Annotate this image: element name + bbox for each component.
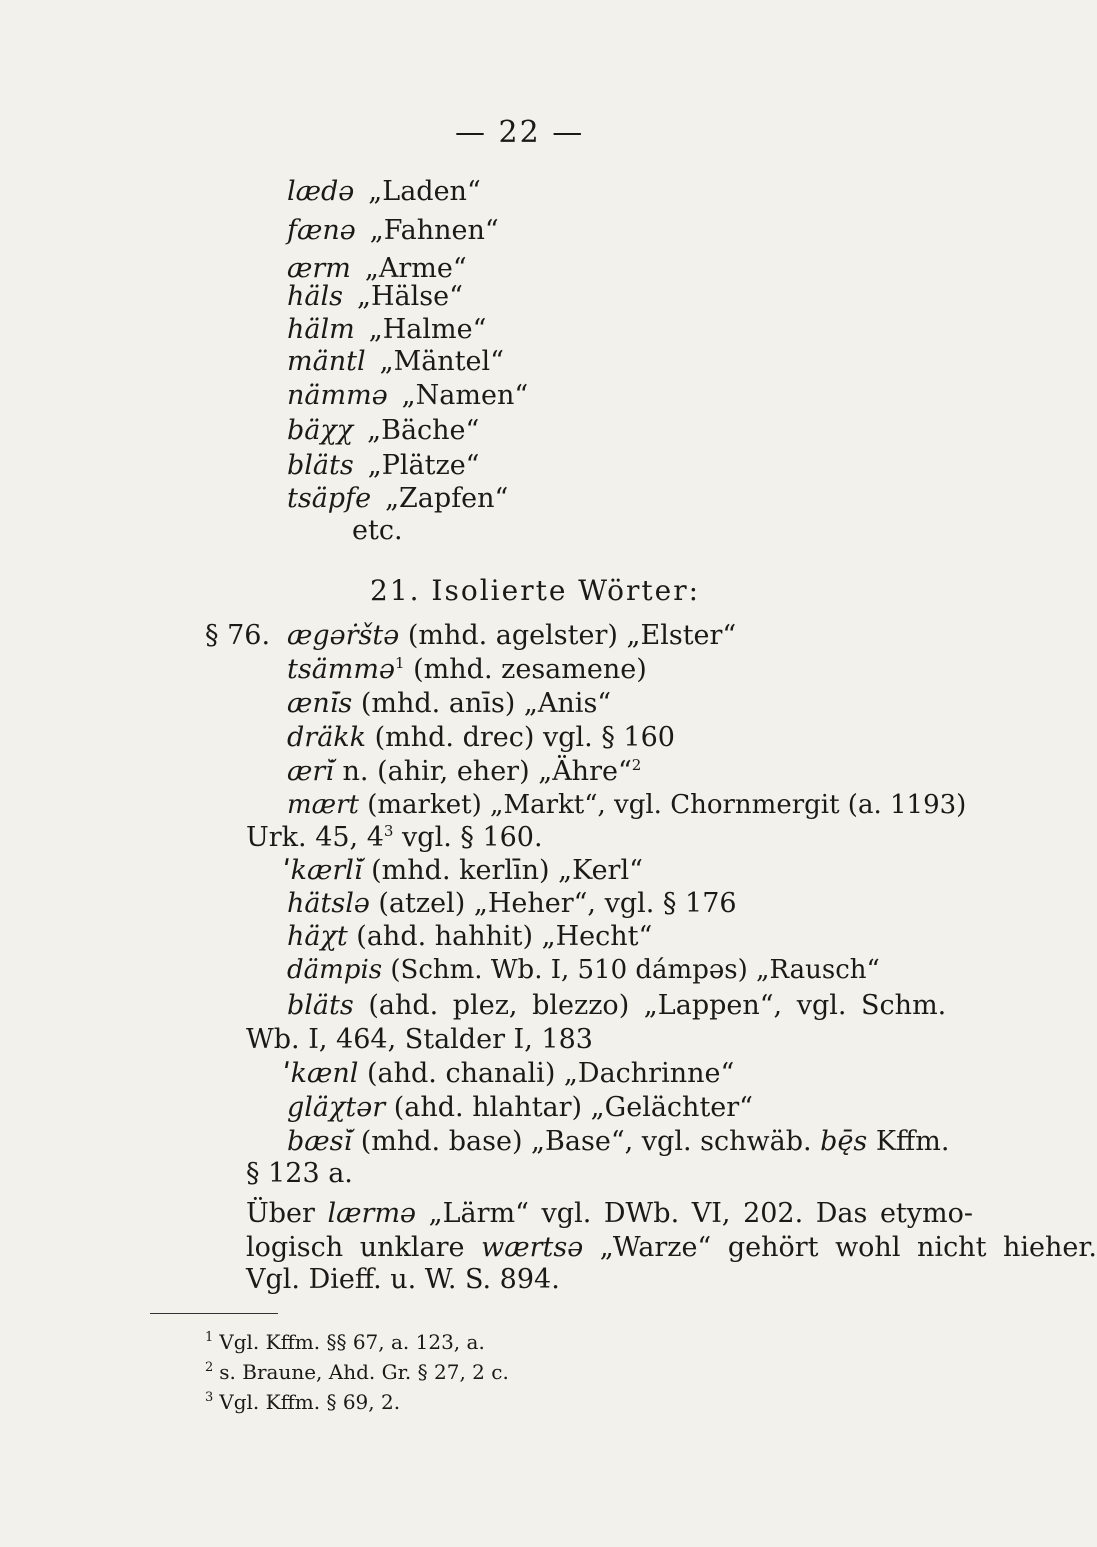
entry [283, 1058, 734, 1089]
dialect-form: fænə [287, 215, 356, 246]
dialect-form: dämpis [287, 955, 383, 985]
dialect-form: æri̇̆ [287, 756, 334, 787]
entry [287, 921, 652, 952]
gloss: „Namen“ [401, 380, 529, 411]
entry-text: (ahd. hlahtar) „Gelächter“ [393, 1092, 753, 1123]
dialect-form: bläts [287, 990, 354, 1021]
dialect-form: ˈkærli̇̆ [283, 855, 363, 886]
word-list-item [287, 176, 481, 207]
dialect-form: ærm [287, 253, 351, 284]
entry [287, 688, 611, 719]
word-list-item [287, 314, 486, 345]
entry-text: (ahd. chanali) „Dachrinne“ [366, 1058, 735, 1089]
word-list-item [287, 253, 467, 284]
footnote [205, 1390, 400, 1414]
dialect-form: ægəṙštə [287, 620, 400, 651]
entry-text: vgl. § 160. [402, 822, 543, 853]
dialect-form: hälm [287, 314, 355, 345]
paragraph-text: Über [246, 1198, 315, 1229]
entry-text: (mhd. zesamene) [413, 654, 647, 685]
gloss: „Laden“ [368, 176, 481, 207]
entry-continuation: Wb. I, 464, Stalder I, 183 [246, 1024, 593, 1055]
section-heading: 21. Isolierte Wörter: [370, 574, 701, 607]
entry-continuation [246, 822, 543, 853]
entry [287, 790, 966, 820]
dialect-form: bę̄s [820, 1126, 868, 1157]
entry-text: (mhd. anīs) „Anis“ [360, 688, 612, 719]
word-list-item [287, 346, 504, 377]
word-list-item [287, 281, 463, 312]
footnote-ref: 1 [395, 654, 405, 672]
etc-text: etc. [352, 515, 403, 546]
dialect-form: ˈkænl [283, 1058, 359, 1089]
entry-text: (mhd. kerlīn) „Kerl“ [371, 855, 643, 886]
dialect-form: tsämmə [287, 654, 395, 685]
gloss: „Fahnen“ [369, 215, 499, 246]
gloss: „Mäntel“ [379, 346, 504, 377]
dialect-form: æni̇̄s [287, 688, 353, 719]
footnote-mark: 3 [205, 1390, 214, 1406]
entry [287, 1126, 949, 1157]
dialect-form: gläχtər [287, 1092, 386, 1123]
footnote-mark: 1 [205, 1330, 214, 1346]
paragraph-text: „Warze“ gehört wohl nicht hieher. [599, 1232, 1097, 1263]
gloss: „Halme“ [368, 314, 487, 345]
entry-continuation: § 123 a. [246, 1158, 353, 1189]
footnote-mark: 2 [205, 1360, 214, 1376]
footnote-text: Vgl. Kffm. § 69, 2. [219, 1390, 401, 1414]
footnote [205, 1360, 509, 1384]
entry-text: (market) „Markt“, vgl. Chornmergit (a. 1193) [367, 790, 967, 820]
paragraph-line: Vgl. Dieff. u. W. S. 894. [246, 1264, 560, 1295]
paragraph-text: „Lärm“ vgl. DWb. VI, 202. Das etymo- [428, 1198, 974, 1229]
entry-text: (mhd. agelster) „Elster“ [407, 620, 737, 651]
entry [287, 654, 647, 685]
entry-text: (Schm. Wb. I, 510 dámpəs) „Rausch“ [390, 955, 880, 985]
entry [287, 620, 736, 651]
footnote-divider [150, 1313, 278, 1314]
gloss: „Zapfen“ [385, 483, 509, 514]
footnote-ref: 2 [631, 756, 642, 774]
entry [283, 855, 643, 886]
dialect-form: lærmə [327, 1198, 417, 1229]
footnote-ref: 3 [383, 822, 394, 840]
entry [287, 990, 946, 1021]
dialect-form: bäχχ [287, 415, 354, 446]
dialect-form: nämmə [287, 380, 388, 411]
dialect-form: mært [287, 790, 359, 820]
section-sign: § 76. [205, 620, 271, 651]
dialect-form: wærtsə [481, 1232, 584, 1263]
entry [287, 756, 641, 787]
entry-text: (ahd. hahhit) „Hecht“ [356, 921, 653, 952]
entry-text: (mhd. drec) vgl. § 160 [374, 722, 675, 753]
gloss: „Plätze“ [367, 450, 480, 481]
entry [287, 888, 737, 919]
entry-text: (ahd. plez, blezzo) „Lappen“, vgl. Schm. [368, 990, 947, 1021]
word-list-item [287, 483, 508, 514]
footnote [205, 1330, 485, 1354]
word-list-item [287, 415, 479, 446]
gloss: „Arme“ [364, 253, 467, 284]
entry-text: n. (ahir, eher) „Ähre“ [342, 756, 632, 787]
urk-ref: Urk. 45, 4 [246, 822, 384, 853]
word-list-item [287, 450, 479, 481]
entry [287, 722, 675, 753]
entry [287, 1092, 753, 1123]
entry-text: (atzel) „Heher“, vgl. § 176 [378, 888, 737, 919]
dialect-form: hätslə [287, 888, 370, 919]
dialect-form: mäntl [287, 346, 366, 377]
dialect-form: tsäpfe [287, 483, 372, 514]
gloss: „Bäche“ [367, 415, 480, 446]
entry-text: (mhd. base) „Base“, vgl. schwäb. [360, 1126, 812, 1157]
footnote-text: s. Braune, Ahd. Gr. § 27, 2 c. [219, 1360, 509, 1384]
dialect-form: bläts [287, 450, 354, 481]
paragraph-line [246, 1198, 973, 1229]
page-number: — 22 — [455, 115, 585, 150]
entry-text: Kffm. [875, 1126, 950, 1157]
paragraph-text: logisch unklare [246, 1232, 465, 1263]
footnote-text: Vgl. Kffm. §§ 67, a. 123, a. [219, 1330, 485, 1354]
word-list-item [287, 215, 499, 246]
dialect-form: dräkk [287, 722, 367, 753]
word-list-item [287, 380, 528, 411]
paragraph-line [246, 1232, 1097, 1263]
dialect-form: häls [287, 281, 343, 312]
gloss: „Hälse“ [356, 281, 463, 312]
dialect-form: bæsi̇̆ [287, 1126, 353, 1157]
dialect-form: lædə [287, 176, 355, 207]
dialect-form: häχt [287, 921, 348, 952]
entry [287, 955, 880, 985]
